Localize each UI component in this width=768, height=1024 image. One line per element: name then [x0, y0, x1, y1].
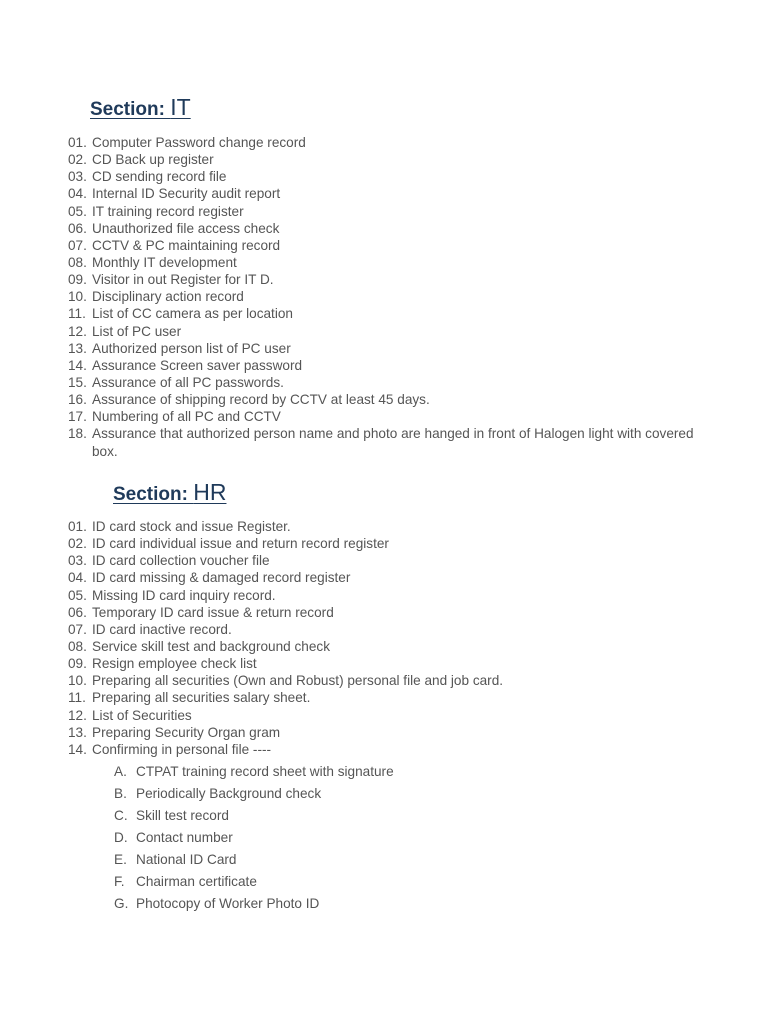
- item-number: 14.: [68, 741, 87, 757]
- item-text: Authorized person list of PC user: [92, 340, 291, 356]
- item-number: 04.: [68, 186, 87, 202]
- item-text: Numbering of all PC and CCTV: [92, 409, 281, 425]
- item-text: List of PC user: [92, 323, 182, 339]
- item-number: 13.: [68, 724, 87, 740]
- item-number: 09.: [68, 656, 87, 672]
- item-text: National ID Card: [136, 852, 237, 867]
- item-text: Preparing all securities salary sheet.: [92, 690, 311, 706]
- item-number: 18.: [68, 426, 87, 442]
- item-number: 13.: [68, 340, 87, 356]
- item-number: 16.: [68, 392, 87, 408]
- item-number: 01.: [68, 135, 87, 150]
- item-number: 08.: [68, 254, 87, 270]
- item-number: 12.: [68, 707, 87, 723]
- item-text: Chairman certificate: [136, 874, 257, 889]
- item-number: 04.: [68, 570, 87, 586]
- item-text: Preparing Security Organ gram: [92, 724, 281, 740]
- item-text: CCTV & PC maintaining record: [92, 237, 281, 253]
- section-hr-heading: [113, 481, 226, 506]
- item-text: CD sending record file: [92, 169, 227, 185]
- item-text: Internal ID Security audit report: [92, 186, 281, 202]
- item-number: 09.: [68, 272, 87, 288]
- item-text: Contact number: [136, 830, 233, 845]
- item-text: ID card collection voucher file: [92, 553, 270, 569]
- item-text: Assurance Screen saver password: [92, 357, 303, 373]
- item-text: Confirming in personal file ----: [92, 741, 272, 757]
- item-text: Monthly IT development: [92, 254, 237, 270]
- item-text: ID card inactive record.: [92, 621, 232, 637]
- item-text: CD Back up register: [92, 152, 214, 168]
- section-heading-name: IT: [170, 94, 191, 120]
- item-text: IT training record register: [92, 203, 244, 219]
- item-text: Periodically Background check: [136, 786, 322, 801]
- item-text: CTPAT training record sheet with signature: [136, 764, 394, 779]
- item-number: 14.: [68, 357, 87, 373]
- item-text: Unauthorized file access check: [92, 220, 280, 236]
- item-number: 03.: [68, 553, 87, 569]
- item-text: List of CC camera as per location: [92, 306, 293, 322]
- item-text: Missing ID card inquiry record.: [92, 587, 276, 603]
- item-number: 11.: [68, 690, 86, 706]
- item-text: ID card missing & damaged record register: [92, 570, 351, 586]
- item-number: 06.: [68, 604, 87, 620]
- item-text: ID card individual issue and return record register: [92, 536, 389, 552]
- item-letter: D.: [114, 830, 128, 845]
- item-text: Resign employee check list: [92, 656, 257, 672]
- item-text: Assurance of shipping record by CCTV at least 45 days.: [92, 392, 430, 408]
- item-number: 02.: [68, 152, 87, 168]
- item-text: Assurance of all PC passwords.: [92, 374, 284, 390]
- item-number: 05.: [68, 203, 87, 219]
- section-heading-name: HR: [193, 479, 227, 505]
- item-text: Preparing all securities (Own and Robust) personal file and job card.: [92, 673, 504, 689]
- item-number: 17.: [68, 409, 87, 425]
- item-text: Photocopy of Worker Photo ID: [136, 896, 320, 911]
- item-number: 01.: [68, 519, 87, 534]
- item-letter: G.: [114, 896, 129, 911]
- item-text: ID card stock and issue Register.: [92, 519, 291, 534]
- item-letter: F.: [114, 874, 125, 889]
- item-number: 03.: [68, 169, 87, 185]
- item-number: 02.: [68, 536, 87, 552]
- item-letter: A.: [114, 764, 127, 779]
- item-number: 08.: [68, 638, 87, 654]
- item-text: Disciplinary action record: [92, 289, 244, 305]
- item-text: Service skill test and background check: [92, 638, 331, 654]
- item-number: 05.: [68, 587, 87, 603]
- section-heading-prefix: Section:: [113, 484, 194, 505]
- item-letter: C.: [114, 808, 128, 823]
- section-heading-prefix: Section:: [90, 99, 171, 120]
- item-text: Assurance that authorized person name and photo are hanged in front of Halogen light with covered box.: [92, 426, 694, 459]
- item-number: 07.: [68, 621, 87, 637]
- item-text: Computer Password change record: [92, 135, 306, 150]
- section-it-heading: [90, 96, 191, 121]
- item-text: Temporary ID card issue & return record: [92, 604, 334, 620]
- item-number: 07.: [68, 237, 87, 253]
- item-text: List of Securities: [92, 707, 192, 723]
- item-letter: E.: [114, 852, 127, 867]
- item-number: 10.: [68, 673, 87, 689]
- item-number: 12.: [68, 323, 87, 339]
- item-number: 15.: [68, 374, 87, 390]
- item-number: 11.: [68, 306, 86, 322]
- item-letter: B.: [114, 786, 127, 801]
- item-number: 06.: [68, 220, 87, 236]
- item-text: Skill test record: [136, 808, 229, 823]
- item-number: 10.: [68, 289, 87, 305]
- item-text: Visitor in out Register for IT D.: [92, 272, 274, 288]
